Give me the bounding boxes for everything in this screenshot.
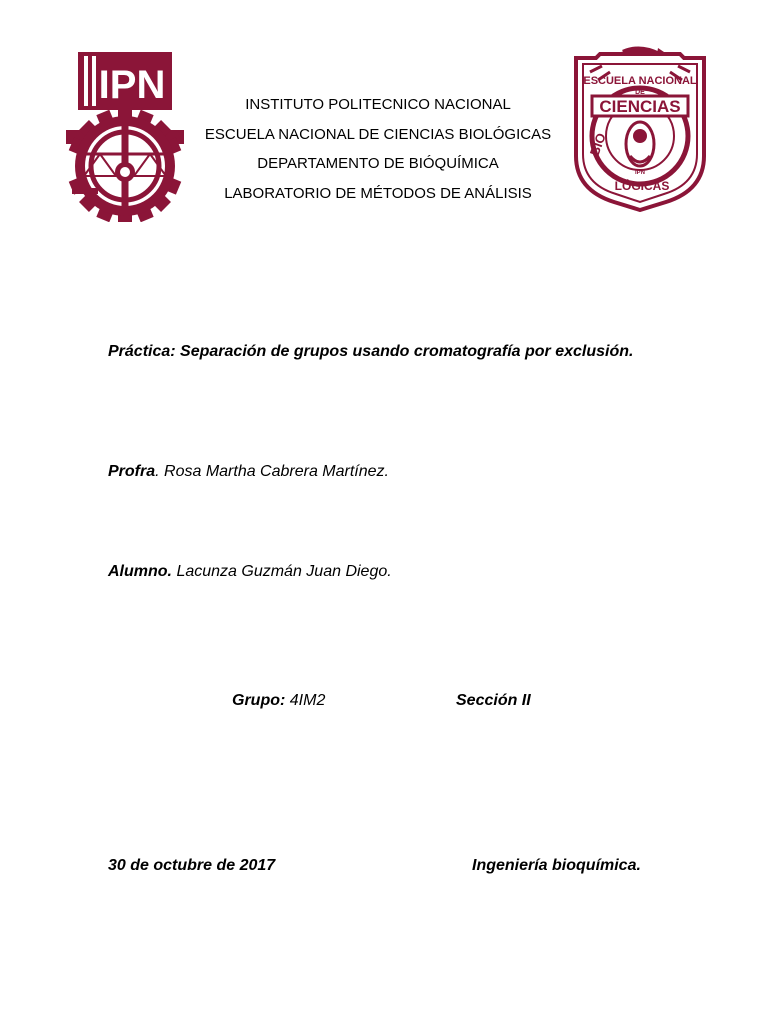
encb-small-text: DE [635, 89, 645, 96]
ipn-logo [66, 48, 184, 222]
header-institute: INSTITUTO POLITECNICO NACIONAL [245, 96, 511, 113]
practice-title [108, 340, 668, 364]
section-line: Sección II [456, 692, 531, 709]
header-school: ESCUELA NACIONAL DE CIENCIAS BIOLÓGICAS [204, 125, 552, 143]
encb-banner-text: CIENCIAS [599, 97, 681, 116]
professor-label: Profra [108, 463, 156, 480]
encb-center-text: IPN [634, 170, 646, 176]
practice-label: Práctica: [108, 343, 176, 360]
header-laboratory: LABORATORIO DE MÉTODOS DE ANÁLISIS [224, 184, 532, 202]
ipn-logo-text: IPN [98, 63, 166, 107]
encb-right-text: LÓGICAS [614, 179, 670, 193]
date-text: 30 de octubre de 2017 [108, 857, 276, 874]
professor-value: . Rosa Martha Cabrera Martínez. [155, 463, 389, 480]
encb-logo [570, 44, 710, 212]
career-text: Ingeniería bioquímica. [472, 857, 641, 874]
student-value: Lacunza Guzmán Juan Diego. [172, 563, 392, 580]
group-value: 4IM2 [285, 692, 326, 709]
group-label: Grupo: [232, 692, 286, 709]
student-label: Alumno. [108, 563, 172, 580]
encb-left-text: BIO [586, 131, 609, 158]
encb-ring-text: ESCUELA NACIONAL [583, 75, 697, 87]
header-department: DEPARTAMENTO DE BIÓQUÍMICA [257, 155, 499, 172]
student-line [108, 560, 392, 584]
practice-value: Separación de grupos usando cromatografía por exclusión. [180, 343, 634, 360]
professor-line [108, 460, 389, 484]
institution-header [190, 90, 566, 208]
group-line [232, 689, 325, 713]
